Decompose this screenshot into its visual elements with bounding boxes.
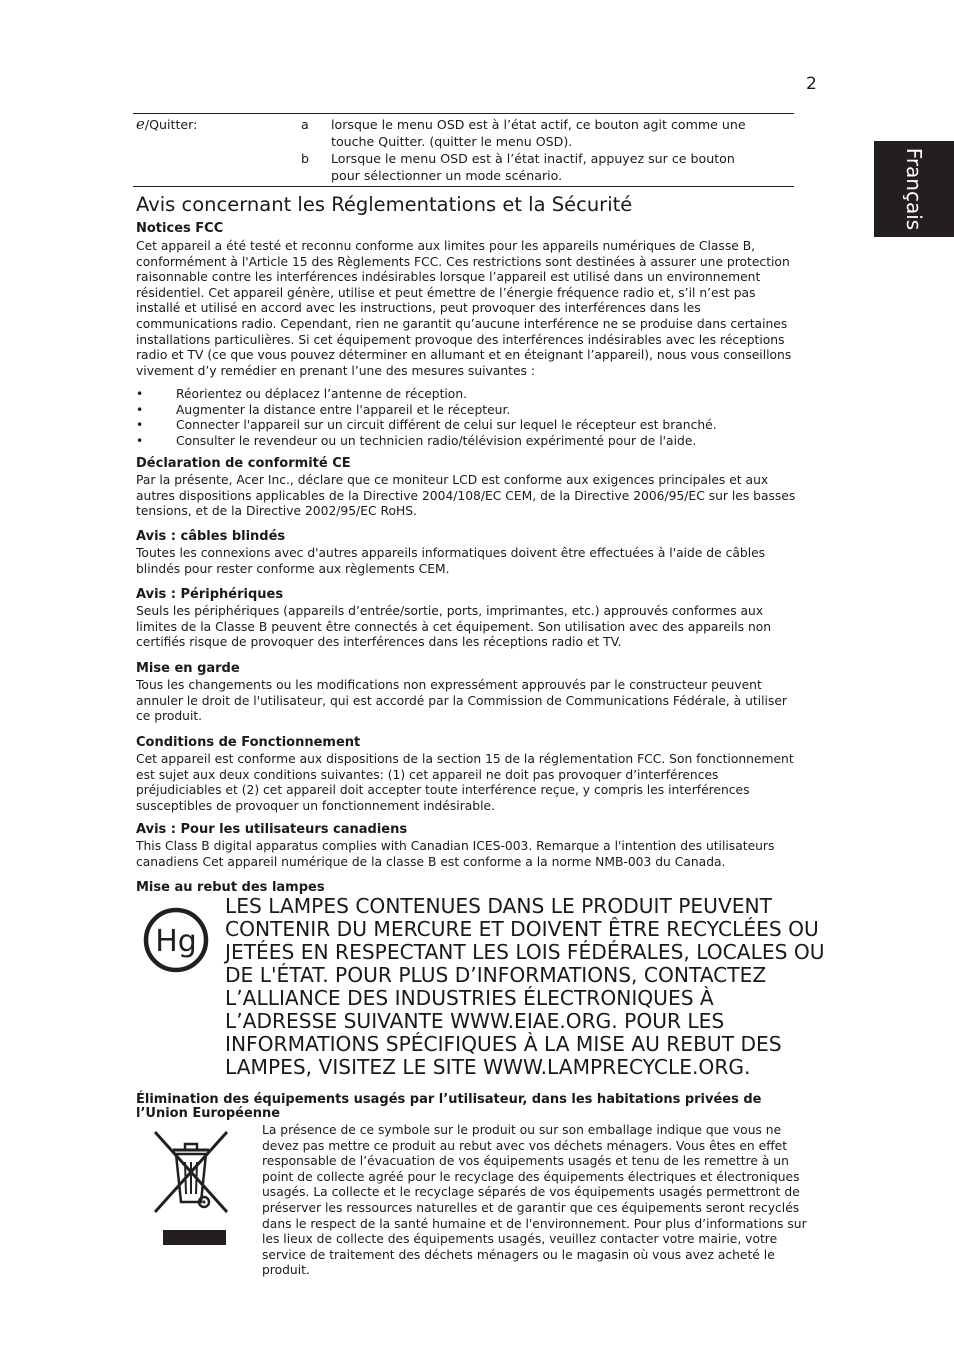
table-top-rule bbox=[133, 113, 794, 114]
peripherals-heading: Avis : Périphériques bbox=[136, 587, 284, 602]
language-tab-label: Français bbox=[902, 147, 926, 231]
bullet-icon: • bbox=[136, 402, 144, 417]
ce-heading: Déclaration de conformité CE bbox=[136, 456, 351, 471]
cables-heading: Avis : câbles blindés bbox=[136, 529, 286, 544]
list-item: • Réorientez ou déplacez l’antenne de réception. bbox=[136, 387, 468, 401]
osd-quit-label bbox=[136, 116, 197, 133]
e-key-icon: e bbox=[136, 115, 145, 133]
weee-heading: Élimination des équipements usagés par l’utilisateur, dans les habitations privées de l’Union Européenne bbox=[136, 1092, 762, 1121]
canada-body: This Class B digital apparatus complies with Canadian ICES-003. Remarque a l'intention des utilisateurs canadiens Cet appareil numérique de la classe B est conforme a la norme NMB-003 du Canada. bbox=[136, 839, 775, 869]
mercury-hg-icon bbox=[143, 907, 209, 973]
osd-item-b-text: Lorsque le menu OSD est à l’état inactif, appuyez sur ce bouton pour sélectionner un mode scénario. bbox=[331, 151, 735, 183]
warning-body: Tous les changements ou les modifications non expressément approuvés par le constructeur peuvent annuler le droit de l'utilisateur, qui est accordé par la Commission de Communications Fédérale, à utiliser ce produit. bbox=[136, 678, 787, 724]
osd-item-a-text: lorsque le menu OSD est à l’état actif, ce bouton agit comme une touche Quitter. (quitter le menu OSD). bbox=[331, 117, 746, 149]
list-item: • Consulter le revendeur ou un technicien radio/télévision expérimenté pour de l'aide. bbox=[136, 433, 697, 448]
list-item: • Augmenter la distance entre l'appareil et le récepteur. bbox=[136, 402, 511, 417]
fcc-heading: Notices FCC bbox=[136, 221, 224, 236]
lamp-disposal-heading: Mise au rebut des lampes bbox=[136, 880, 325, 895]
fcc-measures-list bbox=[136, 387, 800, 449]
conditions-body: Cet appareil est conforme aux dispositions de la section 15 de la réglementation FCC. Son fonctionnement est sujet aux deux conditions suivantes: (1) cet appareil ne doit pas provoquer d’interférences préjudiciables et (2) cet appareil doit accepter toute interférence reçue, y compris les interférences susceptibles de provoquer un fonctionnement indésirable. bbox=[136, 752, 794, 813]
cables-body: Toutes les connexions avec d'autres appareils informatiques doivent être effectuées à l'aide de câbles blindés pour rester conforme aux règlements CEM. bbox=[136, 546, 766, 576]
peripherals-body: Seuls les périphériques (appareils d’entrée/sortie, ports, imprimantes, etc.) approuvés conformes aux limites de la Classe B peuvent être connectés à cet équipement. Son utilisation avec des appareils non certifiés risque de provoquer des interférences dans les réceptions radio et TV. bbox=[136, 604, 772, 650]
page-number: 2 bbox=[806, 74, 817, 94]
osd-quit-text: /Quitter: bbox=[144, 117, 198, 132]
conditions-heading: Conditions de Fonctionnement bbox=[136, 735, 361, 750]
lamp-disposal-notice: LES LAMPES CONTENUES DANS LE PRODUIT PEUVENT CONTENIR DU MERCURE ET DOIVENT ÊTRE RECYCLÉES OU JETÉES EN RESPECTANT LES LOIS FÉDÉRALES, LOCALES OU DE L'ÉTAT. POUR PLUS D’INFORMATIONS, CONTACTEZ L’ALLIANCE DES INDUSTRIES ÉLECTRONIQUES À L’ADRESSE SUIVANTE WWW.EIAE.ORG. POUR LES INFORMATIONS SPÉCIFIQUES À LA MISE AU REBUT DES LAMPES, VISITEZ LE SITE WWW.LAMPRECYCLE.ORG. bbox=[225, 894, 825, 1079]
bullet-icon: • bbox=[136, 418, 144, 433]
ce-body: Par la présente, Acer Inc., déclare que ce moniteur LCD est conforme aux exigences principales et aux autres dispositions applicables de la Directive 2004/108/EC CEM, de la Directive 2006/95/EC sur les basses tensions, et de la Directive 2002/95/EC RoHS. bbox=[136, 473, 796, 519]
list-item: • Connecter l'appareil sur un circuit différent de celui sur lequel le récepteur est branché. bbox=[136, 418, 717, 433]
hg-icon-label: Hg bbox=[155, 924, 197, 959]
weee-body: La présence de ce symbole sur le produit ou sur son emballage indique que vous ne devez pas mettre ce produit au rebut avec vos déchets ménagers. Vous êtes en effet responsable de l’évacuation de vos équipements usagés et tenu de les remettre à un point de collecte agréé pour le recyclage des équipements électriques et électroniques usagés. La collecte et le recyclage séparés de vos équipements usagés permettront de préserver les ressources naturelles et de garantir que ces équipements seront recyclés dans le respect de la santé humaine et de l'environnement. Pour plus d’informations sur les lieux de collecte des équipements usagés, veuillez contacter votre mairie, votre service de traitement des déchets ménagers ou le magasin où vous avez acheté le produit. bbox=[262, 1123, 807, 1278]
canada-heading: Avis : Pour les utilisateurs canadiens bbox=[136, 822, 408, 837]
osd-item-b-letter: b bbox=[301, 151, 309, 166]
language-tab bbox=[874, 141, 954, 237]
table-bottom-rule bbox=[133, 186, 794, 187]
warning-heading: Mise en garde bbox=[136, 661, 240, 676]
crossed-out-bin-icon bbox=[153, 1130, 229, 1248]
bullet-icon: • bbox=[136, 433, 144, 448]
osd-item-a-letter: a bbox=[301, 117, 309, 132]
bullet-icon: • bbox=[136, 387, 144, 401]
fcc-body: Cet appareil a été testé et reconnu conforme aux limites pour les appareils numériques de Classe B, conformément à l'Article 15 des Règlements FCC. Ces restrictions sont destinées à assurer une protection raisonnable contre les interférences indésirables lorsque l’appareil est utilisé dans un environnement résidentiel. Cet appareil génère, utilise et peut émettre de l’énergie fréquence radio et, s’il n’est pas installé et utilisé en accord avec les instructions, peut provoquer des interférences dans les communications radio. Cependant, rien ne garantit qu’aucune interférence ne se produise dans certaines installations particulières. Si cet équipement provoque des interférences indésirables avec les réceptions radio et TV (ce que vous pouvez déterminer en allumant et en éteignant l’appareil), nous vous conseillons vivement d’y remédier en prenant l’une des mesures suivantes : bbox=[136, 239, 792, 378]
page-title: Avis concernant les Réglementations et la Sécurité bbox=[136, 193, 633, 216]
